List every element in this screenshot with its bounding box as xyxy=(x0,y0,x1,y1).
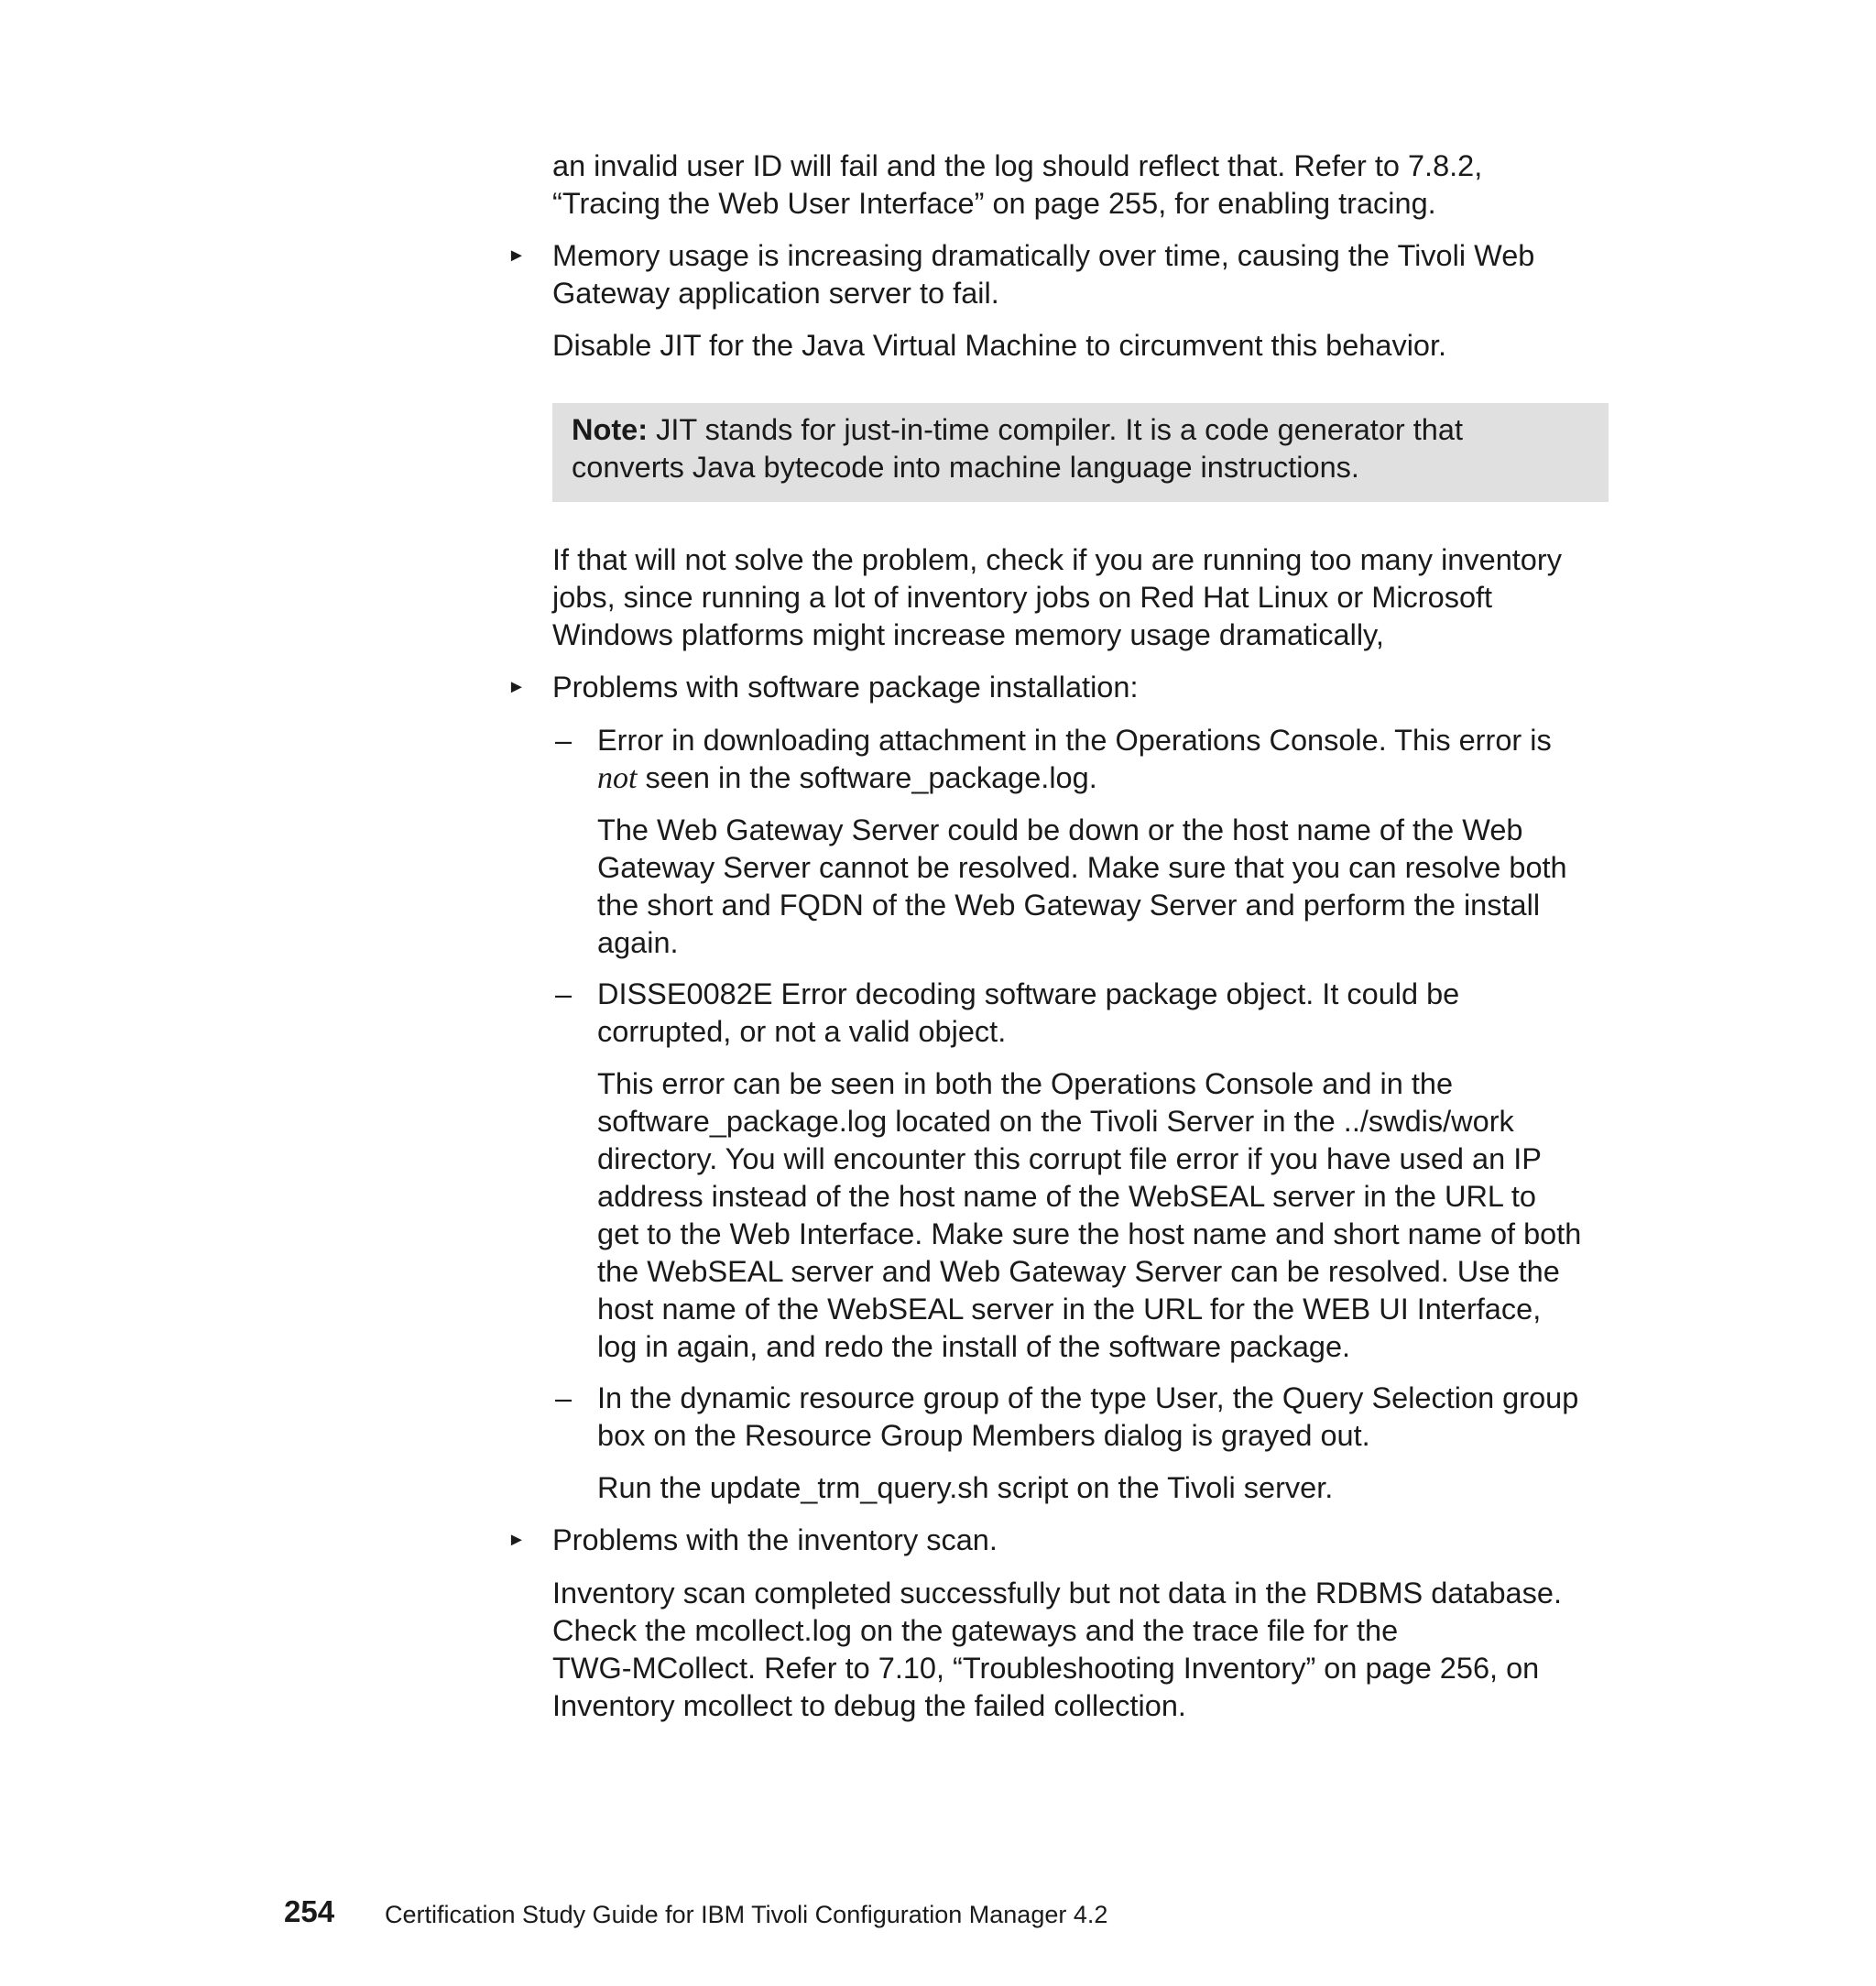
book-title: Certification Study Guide for IBM Tivoli Configuration Manager 4.2 xyxy=(385,1901,1108,1928)
bullet-item-software: Problems with software package installation: xyxy=(552,671,1139,704)
dash-marker: – xyxy=(555,1381,573,1414)
dash-item-disse0082e: DISSE0082E Error decoding software package object. It could be xyxy=(597,977,1460,1010)
paragraph-run-script: Run the update_trm_query.sh script on the Tivoli server. xyxy=(597,1471,1334,1504)
paragraph-line: again. xyxy=(597,926,679,959)
paragraph-line: jobs, since running a lot of inventory jobs on Red Hat Linux or Microsoft xyxy=(552,581,1493,614)
paragraph-line: directory. You will encounter this corrupt file error if you have used an IP xyxy=(597,1142,1542,1175)
paragraph-line: Gateway Server cannot be resolved. Make sure that you can resolve both xyxy=(597,851,1567,884)
bullet-marker-icon: ► xyxy=(507,677,526,697)
note-line-1 xyxy=(572,411,1463,449)
emphasis-not: not xyxy=(597,761,638,795)
dash-item-dynamic-group: In the dynamic resource group of the type User, the Query Selection group xyxy=(597,1381,1579,1414)
paragraph-line: If that will not solve the problem, check if you are running too many inventory xyxy=(552,543,1562,576)
paragraph-line: the WebSEAL server and Web Gateway Server can be resolved. Use the xyxy=(597,1255,1560,1288)
paragraph-line: address instead of the host name of the WebSEAL server in the URL to xyxy=(597,1180,1536,1213)
paragraph-line: Inventory mcollect to debug the failed collection. xyxy=(552,1689,1186,1722)
paragraph-line: an invalid user ID will fail and the log should reflect that. Refer to 7.8.2, xyxy=(552,149,1483,182)
paragraph-line: Windows platforms might increase memory usage dramatically, xyxy=(552,618,1384,651)
dash-item-download-error-cont: not seen in the software_package.log. xyxy=(597,761,1097,795)
paragraph-line: get to the Web Interface. Make sure the host name and short name of both xyxy=(597,1217,1582,1250)
bullet-item-memory-cont: Gateway application server to fail. xyxy=(552,277,999,310)
page-number: 254 xyxy=(284,1894,335,1928)
paragraph-line: This error can be seen in both the Operations Console and in the xyxy=(597,1067,1454,1100)
note-line-2: converts Java bytecode into machine language instructions. xyxy=(572,451,1359,484)
paragraph-disable-jit: Disable JIT for the Java Virtual Machine to circumvent this behavior. xyxy=(552,329,1447,362)
dash-marker: – xyxy=(555,977,573,1010)
dash-marker: – xyxy=(555,724,573,757)
bullet-marker-icon: ► xyxy=(507,1530,526,1550)
dash-item-download-error: Error in downloading attachment in the Operations Console. This error is xyxy=(597,724,1552,757)
bullet-item-inventory: Problems with the inventory scan. xyxy=(552,1523,998,1556)
dash-item-disse0082e-cont: corrupted, or not a valid object. xyxy=(597,1015,1007,1048)
paragraph-line: software_package.log located on the Tivoli Server in the ../swdis/work xyxy=(597,1105,1514,1138)
paragraph-line: Inventory scan completed successfully but not data in the RDBMS database. xyxy=(552,1577,1562,1610)
note-box xyxy=(552,403,1609,502)
paragraph-line: log in again, and redo the install of the software package. xyxy=(597,1330,1351,1363)
paragraph-line: host name of the WebSEAL server in the URL for the WEB UI Interface, xyxy=(597,1293,1542,1326)
paragraph-line: “Tracing the Web User Interface” on page 255, for enabling tracing. xyxy=(552,187,1436,220)
bullet-item-memory: Memory usage is increasing dramatically over time, causing the Tivoli Web xyxy=(552,239,1535,272)
note-text: JIT stands for just-in-time compiler. It is a code generator that xyxy=(648,413,1463,446)
note-label: Note: xyxy=(572,413,649,446)
paragraph-line: Check the mcollect.log on the gateways and the trace file for the xyxy=(552,1614,1399,1647)
dash-item-dynamic-group-cont: box on the Resource Group Members dialog is grayed out. xyxy=(597,1419,1370,1452)
paragraph-line: The Web Gateway Server could be down or the host name of the Web xyxy=(597,813,1523,846)
paragraph-line: the short and FQDN of the Web Gateway Server and perform the install xyxy=(597,889,1541,922)
paragraph-line: TWG-MCollect. Refer to 7.10, “Troubleshooting Inventory” on page 256, on xyxy=(552,1652,1540,1685)
bullet-marker-icon: ► xyxy=(507,246,526,266)
